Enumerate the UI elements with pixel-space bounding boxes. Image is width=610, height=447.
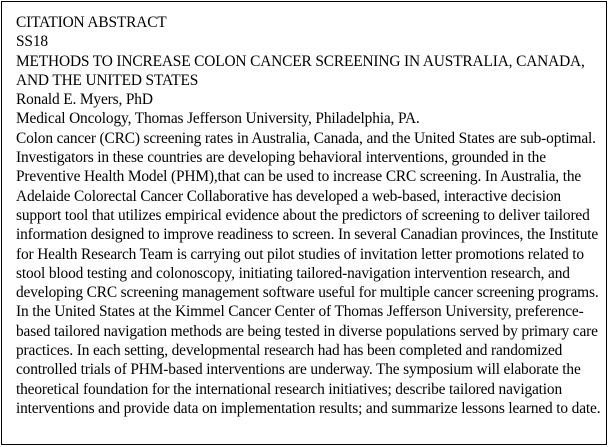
abstract-code: SS18 — [16, 33, 48, 51]
author-name: Ronald E. Myers, PhD — [16, 91, 153, 109]
abstract-line: support tool that utilizes empirical evidence about the predictors of screening to deliver tailored — [16, 206, 590, 224]
abstract-line: Colon cancer (CRC) screening rates in Australia, Canada, and the United States are sub-optimal. — [16, 129, 596, 147]
citation-label: CITATION ABSTRACT — [16, 14, 167, 31]
abstract-content — [16, 13, 606, 418]
abstract-line: stool blood testing and colonoscopy, initiating tailored-navigation intervention research, and — [16, 264, 570, 282]
abstract-line: for Health Research Team is carrying out pilot studies of invitation letter promotions related to — [16, 245, 584, 263]
title-line-1: METHODS TO INCREASE COLON CANCER SCREENING IN AUSTRALIA, CANADA, — [16, 52, 585, 70]
abstract-line: In the United States at the Kimmel Cancer Center of Thomas Jefferson University, preference- — [16, 303, 584, 321]
abstract-line: Investigators in these countries are developing behavioral interventions, grounded in the — [16, 149, 546, 167]
author-affiliation: Medical Oncology, Thomas Jefferson University, Philadelphia, PA. — [16, 110, 420, 128]
abstract-line: interventions and provide data on implementation results; and summarize lessons learned to date. — [16, 399, 601, 417]
abstract-body — [16, 129, 601, 418]
abstract-line: controlled trials of PHM-based interventions are underway. The symposium will elaborate the — [16, 361, 581, 379]
abstract-line: practices. In each setting, developmental research had has been completed and randomized — [16, 342, 563, 360]
abstract-frame — [1, 1, 607, 445]
title-line-2: AND THE UNITED STATES — [16, 71, 199, 89]
abstract-line: information designed to improve readiness to screen. In several Canadian provinces, the Institute — [16, 226, 599, 244]
abstract-line: theoretical foundation for the international research initiatives; describe tailored navigation — [16, 380, 563, 398]
abstract-line: developing CRC screening management software useful for multiple cancer screening programs. — [16, 284, 599, 302]
abstract-line: based tailored navigation methods are being tested in diverse populations served by primary care — [16, 322, 598, 340]
abstract-line: Adelaide Colorectal Cancer Collaborative has developed a web-based, interactive decision — [16, 187, 561, 205]
abstract-line: Preventive Health Model (PHM),that can be used to increase CRC screening. In Australia, the — [16, 168, 582, 186]
